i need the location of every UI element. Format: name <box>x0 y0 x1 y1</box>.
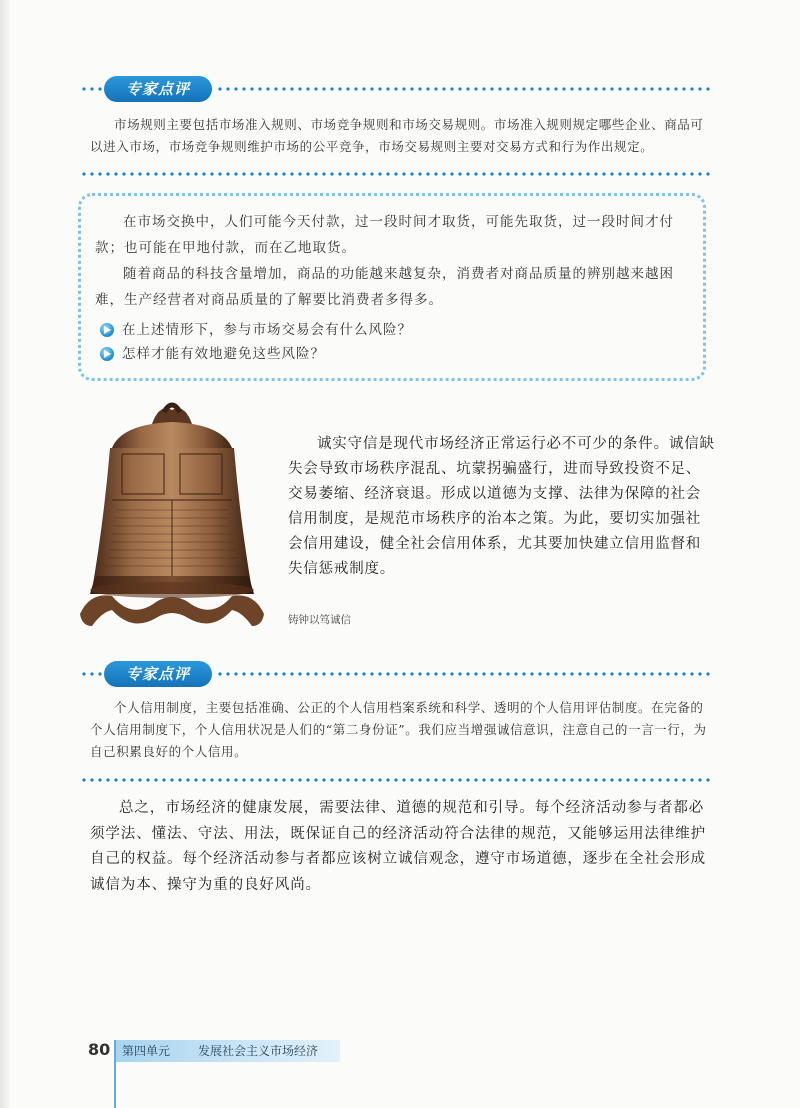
dotted-line <box>216 87 712 91</box>
dotted-divider <box>80 172 712 176</box>
case-paragraph-1: 在市场交换中，人们可能今天付款，过一段时间才取货，可能先取货，过一段时间才付款；也可能在甲地付款，而在乙地取货。 <box>95 214 674 256</box>
expert-review-label: 专家点评 <box>104 661 212 687</box>
play-bullet-icon <box>100 323 114 337</box>
dotted-line <box>80 672 104 676</box>
question-text: 怎样才能有效地避免这些风险？ <box>122 346 325 362</box>
footer-chapter-title: 发展社会主义市场经济 <box>198 1044 319 1058</box>
question-text: 在上述情形下，参与市场交易会有什么风险？ <box>122 322 412 338</box>
question-item <box>122 343 325 365</box>
dotted-line <box>80 87 104 91</box>
expert-review-text-2: 个人信用制度，主要包括准确、公正的个人信用档案系统和科学、透明的个人信用评估制度。在完备的个人信用制度下，个人信用状况是人们的“第二身份证”。我们应当增强诚信意识，注意自己的一言一行，为自己积累良好的个人信用。 <box>90 700 707 759</box>
dotted-line <box>216 672 712 676</box>
bronze-bell-image <box>72 400 272 640</box>
play-bullet-icon <box>100 347 114 361</box>
question-item <box>122 319 412 341</box>
expert-review-label: 专家点评 <box>104 76 212 102</box>
dotted-divider <box>80 778 712 782</box>
summary-paragraph: 总之，市场经济的健康发展，需要法律、道德的规范和引导。每个经济活动参与者都必须学法、懂法、守法、用法，既保证自己的经济活动符合法律的规范，又能够运用法律维护自己的权益。每个经济活动参与者都应该树立诚信观念，遵守市场道德，逐步在全社会形成诚信为本、操守为重的良好风尚。 <box>90 800 706 893</box>
image-caption: 铸钟以笃诚信 <box>288 614 351 626</box>
expert-review-text-1: 市场规则主要包括市场准入规则、市场竞争规则和市场交易规则。市场准入规则规定哪些企业、商品可以进入市场，市场竞争规则维护市场的公平竞争，市场交易规则主要对交易方式和行为作出规定。 <box>90 117 704 154</box>
footer-unit-label: 第四单元 <box>122 1044 171 1058</box>
main-paragraph: 诚实守信是现代市场经济正常运行必不可少的条件。诚信缺失会导致市场秩序混乱、坑蒙拐骗盛行，进而导致投资不足、交易萎缩、经济衰退。形成以道德为支撑、法律为保障的社会信用制度，是规范市场秩序的治本之策。为此，要切实加强社会信用建设，健全社会信用体系，尤其要加快建立信用监督和失信惩戒制度。 <box>288 436 715 577</box>
case-paragraph-2: 随着商品的科技含量增加，商品的功能越来越复杂，消费者对商品质量的辨别越来越困难，生产经营者对商品质量的了解要比消费者多得多。 <box>95 266 674 308</box>
expert-review-header-1 <box>80 76 712 102</box>
page-edge <box>0 0 10 1108</box>
page-number: 80 <box>88 1040 111 1059</box>
footer-divider <box>114 1040 116 1108</box>
expert-review-header-2 <box>80 661 712 687</box>
